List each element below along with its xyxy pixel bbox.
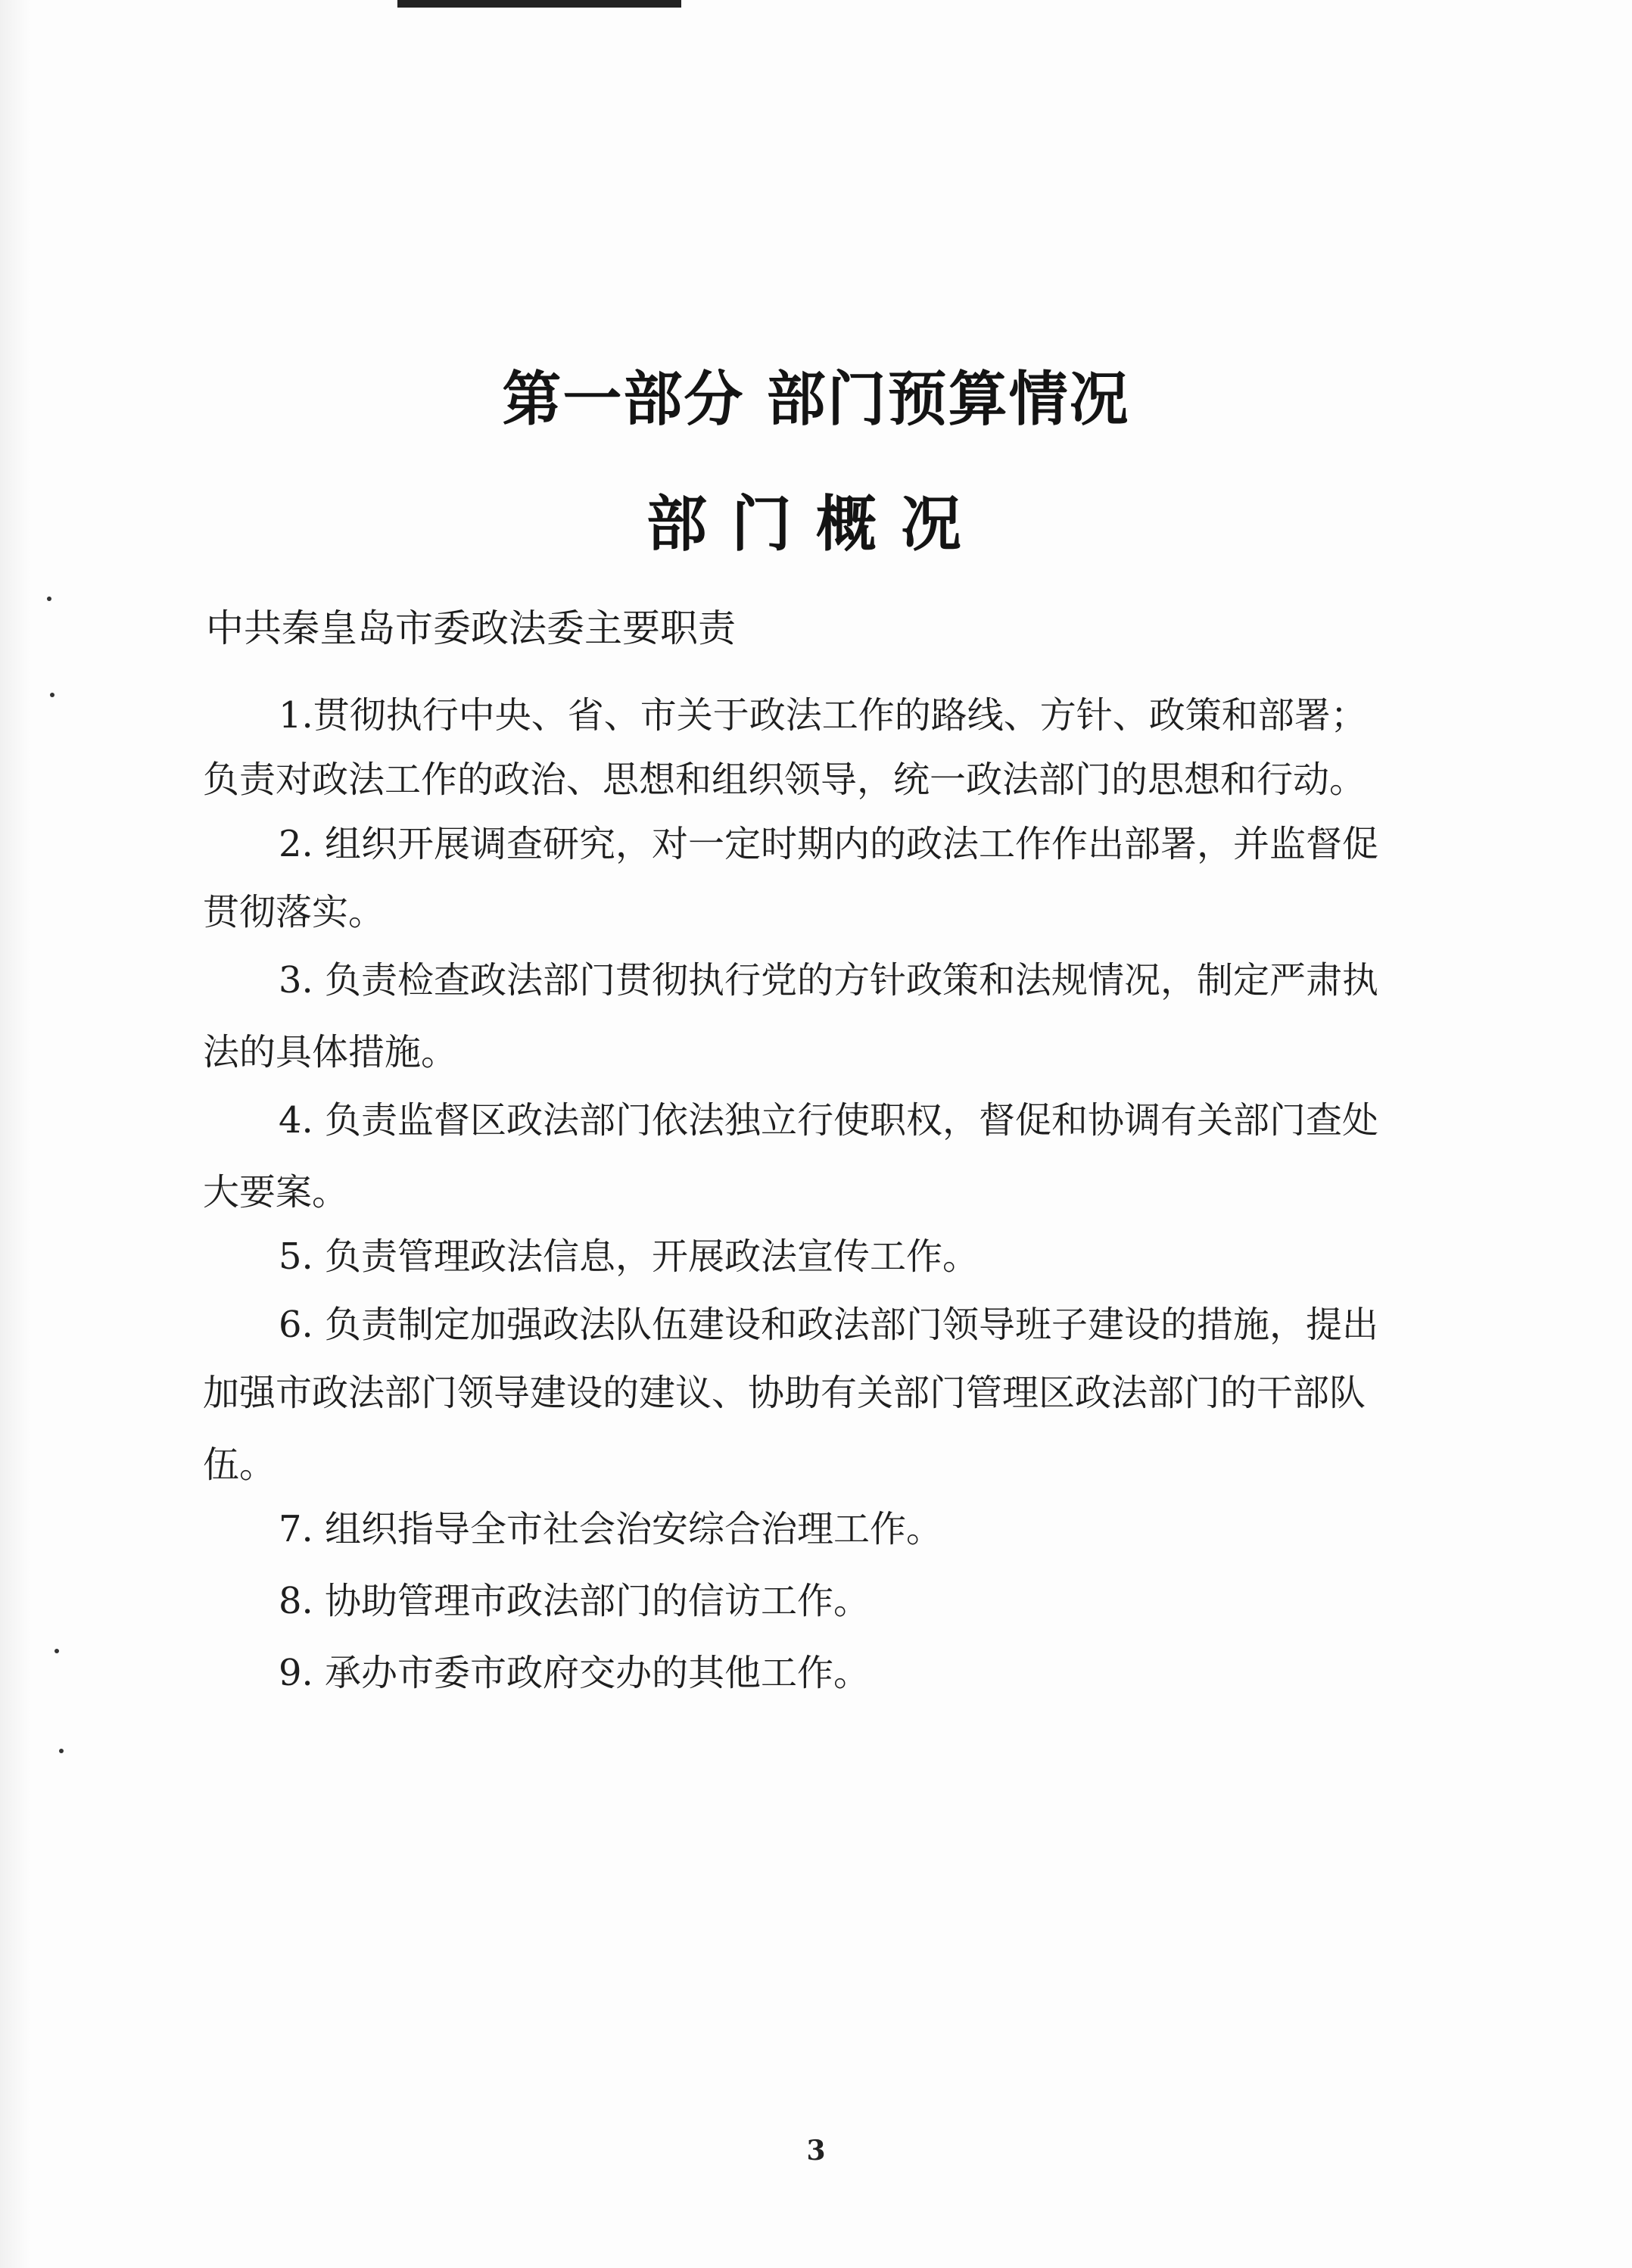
paragraph-line: 7. 组织指导全市社会治安综合治理工作。 [279,1508,943,1550]
binding-hole-mark [55,1649,59,1653]
paragraph-line: 负责对政法工作的政治、思想和组织领导，统一政法部门的思想和行动。 [203,759,1366,801]
binding-hole-mark [47,597,51,601]
binding-hole-mark [50,693,55,697]
paragraph-line: 8. 协助管理市政法部门的信访工作。 [279,1580,871,1622]
paragraph-line: 2. 组织开展调查研究，对一定时期内的政法工作作出部署，并监督促 [279,823,1379,865]
paragraph-line: 大要案。 [203,1171,349,1213]
paragraph-line: 3. 负责检查政法部门贯彻执行党的方针政策和法规情况，制定严肃执 [279,959,1379,1002]
paragraph-line: 加强市政法部门领导建设的建议、协助有关部门管理区政法部门的干部队 [203,1372,1366,1414]
section-heading: 中共秦皇岛市委政法委主要职责 [206,606,736,650]
top-edge-mark [397,0,681,8]
paragraph-line: 6. 负责制定加强政法队伍建设和政法部门领导班子建设的措施，提出 [279,1304,1379,1346]
paragraph-line: 法的具体措施。 [203,1031,458,1073]
overview-title: 部门概况 [646,488,986,559]
paragraph-line: 伍。 [203,1444,276,1486]
paragraph-line: 4. 负责监督区政法部门依法独立行使职权，督促和协调有关部门查处 [279,1099,1379,1142]
paragraph-line: 9. 承办市委市政府交办的其他工作。 [279,1652,871,1694]
binding-hole-mark [59,1749,64,1753]
paragraph-line: 5. 负责管理政法信息，开展政法宣传工作。 [279,1235,980,1278]
paragraph-line: 1.贯彻执行中央、省、市关于政法工作的路线、方针、政策和部署； [279,694,1367,737]
part-title: 第一部分 部门预算情况 [502,365,1130,434]
paragraph-line: 贯彻落实。 [203,891,385,933]
page-edge-shadow [0,0,30,2268]
page-number: 3 [806,2135,826,2167]
